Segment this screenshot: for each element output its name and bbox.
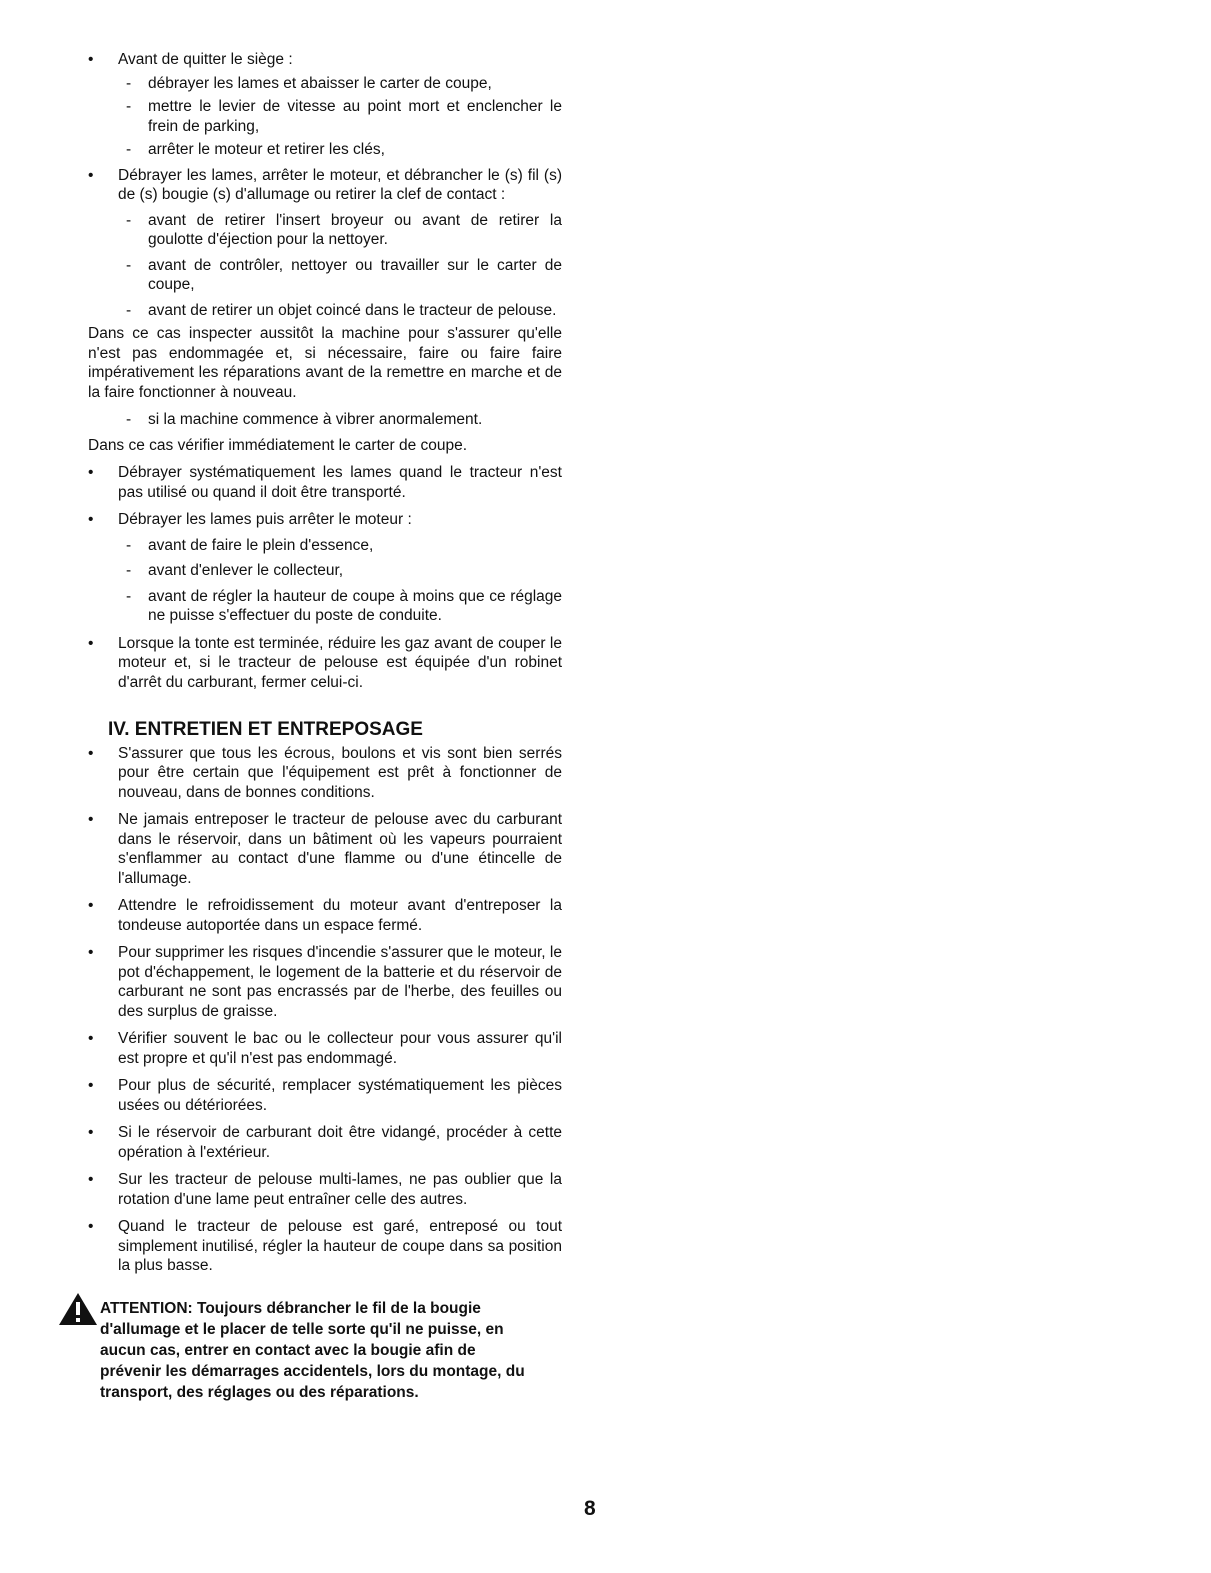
list-item: • Si le réservoir de carburant doit être vidangé, procéder à cette opération à l'extérieur. (88, 1123, 562, 1162)
warning-triangle-icon (58, 1292, 98, 1326)
sub-item: - avant de faire le plein d'essence, (118, 536, 562, 556)
paragraph-check-deck: Dans ce cas vérifier immédiatement le carter de coupe. (88, 436, 468, 454)
bullet-disengage-blades: • Débrayer les lames, arrêter le moteur, et débrancher le (s) fil (s) de (s) bougie (s) d'allumage ou retirer la clef de contact : (88, 166, 562, 205)
warning-text: ATTENTION: Toujours débrancher le fil de la bougie d'allumage et le placer de telle sorte qu'il ne puisse, en aucun cas, entrer en contact avec la bougie afin de prévenir les démarrages accidentels, lors du montage, du transport, des réglages ou des réparations. (100, 1299, 525, 1401)
section-heading: IV. ENTRETIEN ET ENTREPOSAGE (108, 719, 423, 740)
bullet-end-mowing: • Lorsque la tonte est terminée, réduire les gaz avant de couper le moteur et, si le tracteur de pelouse est équipée d'un robinet d'arrêt du carburant, fermer celui-ci. (88, 634, 562, 693)
sub-item: - avant de retirer un objet coincé dans le tracteur de pelouse. (118, 301, 562, 321)
list-item: • S'assurer que tous les écrous, boulons et vis sont bien serrés pour être certain que l'équipement est prêt à fonctionner de nouveau, dans de bonnes conditions. (88, 744, 562, 803)
list-item: • Sur les tracteur de pelouse multi-lames, ne pas oublier que la rotation d'une lame peut entraîner celle des autres. (88, 1170, 562, 1209)
sub-item: - mettre le levier de vitesse au point mort et enclencher le frein de parking, (118, 97, 562, 136)
sub-item: - avant d'enlever le collecteur, (118, 561, 562, 581)
paragraph-inspect: Dans ce cas inspecter aussitôt la machine pour s'assurer qu'elle n'est pas endommagée et, si nécessaire, faire ou faire faire impérativement les réparations avant de la remettre en marche et de la faire fonctionner à nouveau. (88, 325, 562, 401)
sub-item: - débrayer les lames et abaisser le carter de coupe, (118, 74, 562, 94)
sub-item: - arrêter le moteur et retirer les clés, (118, 140, 562, 160)
list-item: • Pour supprimer les risques d'incendie s'assurer que le moteur, le pot d'échappement, le logement de la batterie et du réservoir de carburant ne sont pas encrassés par de l'herbe, des feuilles ou des surplus de graisse. (88, 943, 562, 1021)
list-item: • Vérifier souvent le bac ou le collecteur pour vous assurer qu'il est propre et qu'il n'est pas endommagé. (88, 1029, 562, 1068)
bullet-disengage-transport: • Débrayer systématiquement les lames quand le tracteur n'est pas utilisé ou quand il doit être transporté. (88, 463, 562, 502)
list-item: • Quand le tracteur de pelouse est garé, entreposé ou tout simplement inutilisé, régler la hauteur de coupe dans sa position la plus basse. (88, 1217, 562, 1276)
bullet-stop-engine: • Débrayer les lames puis arrêter le moteur : (88, 510, 562, 530)
warning-block (88, 1298, 530, 1403)
list-item: • Ne jamais entreposer le tracteur de pelouse avec du carburant dans le réservoir, dans un bâtiment où les vapeurs pourraient s'enflammer au contact d'une flamme ou d'une étincelle de l'allumage. (88, 810, 562, 888)
sub-item: - si la machine commence à vibrer anormalement. (118, 410, 562, 430)
page-number: 8 (584, 1497, 596, 1520)
sub-item: - avant de contrôler, nettoyer ou travailler sur le carter de coupe, (118, 256, 562, 295)
sub-item: - avant de retirer l'insert broyeur ou avant de retirer la goulotte d'éjection pour la nettoyer. (118, 211, 562, 250)
list-item: • Attendre le refroidissement du moteur avant d'entreposer la tondeuse autoportée dans un espace fermé. (88, 896, 562, 935)
text-column (88, 50, 562, 1403)
sub-item: - avant de régler la hauteur de coupe à moins que ce réglage ne puisse s'effectuer du poste de conduite. (118, 587, 562, 626)
list-item: • Pour plus de sécurité, remplacer systématiquement les pièces usées ou détériorées. (88, 1076, 562, 1115)
bullet-leave-seat: • Avant de quitter le siège : (88, 50, 562, 70)
